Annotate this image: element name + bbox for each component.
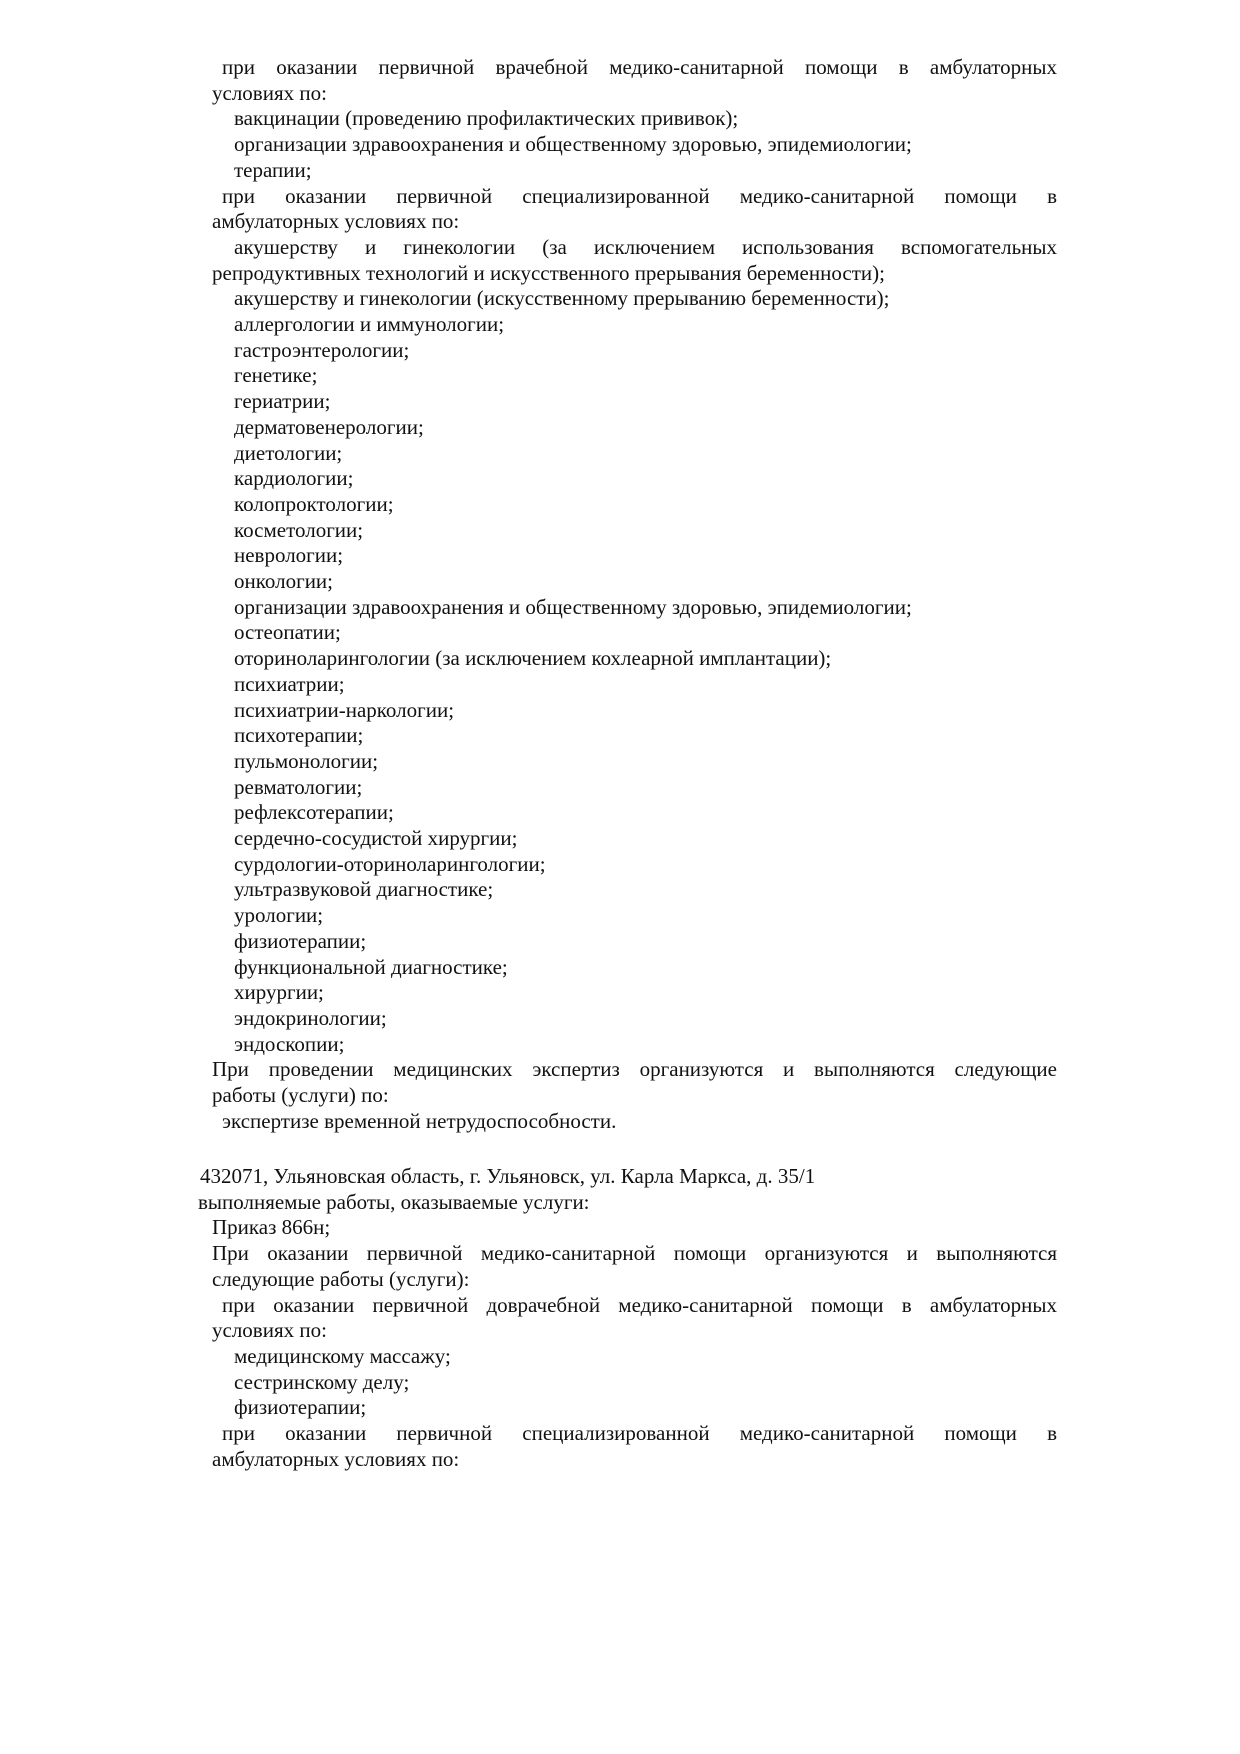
paragraph-line: при оказании первичной специализированной медико-санитарной помощи в — [222, 1421, 1057, 1445]
paragraph-continuation: Приказ 866н; — [212, 1215, 331, 1240]
list-item: акушерству и гинекологии (искусственному прерыванию беременности); — [234, 286, 890, 311]
list-item: вакцинации (проведению профилактических прививок); — [234, 106, 739, 131]
paragraph-line: при оказании первичной доврачебной медико-санитарной помощи в амбулаторных — [222, 1292, 1057, 1317]
list-item: функциональной диагностике; — [234, 954, 508, 979]
paragraph-continuation: условиях по: — [212, 80, 327, 105]
list-item: эндокринологии; — [234, 1005, 387, 1030]
paragraph-line: При оказании первичной медико-санитарной помощи организуются и выполняются — [212, 1241, 1057, 1266]
list-item: гериатрии; — [234, 389, 331, 414]
paragraph-line: при оказании первичной врачебной медико-санитарной помощи в амбулаторных — [222, 55, 1057, 79]
list-item: кардиологии; — [234, 466, 354, 491]
list-item: остеопатии; — [234, 620, 341, 645]
list-item: диетологии; — [234, 440, 343, 465]
list-item: ультразвуковой диагностике; — [234, 877, 494, 902]
list-item: акушерству и гинекологии (за исключением использования вспомогательных — [234, 234, 1057, 259]
list-item: хирургии; — [234, 980, 324, 1005]
list-item: рефлексотерапии; — [234, 800, 394, 825]
list-item: сестринскому делу; — [234, 1369, 410, 1394]
list-item: неврологии; — [234, 543, 344, 568]
list-item: онкологии; — [234, 569, 334, 593]
list-item: организации здравоохранения и общественному здоровью, эпидемиологии; — [234, 132, 912, 157]
list-item: сердечно-сосудистой хирургии; — [234, 826, 518, 850]
list-item: урологии; — [234, 903, 324, 928]
list-item: дерматовенерологии; — [234, 414, 424, 439]
list-item: сурдологии-оториноларингологии; — [234, 851, 546, 876]
list-item: медицинскому массажу; — [234, 1343, 451, 1368]
list-item: эндоскопии; — [234, 1031, 345, 1056]
list-item: организации здравоохранения и общественному здоровью, эпидемиологии; — [234, 594, 912, 619]
paragraph-continuation: репродуктивных технологий и искусственного прерывания беременности); — [212, 260, 885, 285]
list-item: психиатрии-наркологии; — [234, 697, 455, 722]
list-item: психотерапии; — [234, 723, 364, 748]
list-item: косметологии; — [234, 517, 364, 542]
list-item: психиатрии; — [234, 671, 345, 696]
list-item: оториноларингологии (за исключением кохлеарной имплантации); — [234, 646, 832, 671]
list-item: физиотерапии; — [234, 1395, 367, 1420]
list-item: пульмонологии; — [234, 748, 379, 773]
list-item: гастроэнтерологии; — [234, 337, 410, 362]
list-item: аллергологии и иммунологии; — [234, 312, 505, 336]
list-item: физиотерапии; — [234, 928, 367, 953]
paragraph-continuation: работы (услуги) по: — [212, 1083, 389, 1107]
paragraph-continuation: амбулаторных условиях по: — [212, 209, 460, 234]
paragraph-line: При проведении медицинских экспертиз организуются и выполняются следующие — [212, 1057, 1057, 1082]
paragraph-line: при оказании первичной специализированной медико-санитарной помощи в — [222, 183, 1057, 208]
list-item: терапии; — [234, 157, 312, 182]
section-heading: выполняемые работы, оказываемые услуги: — [198, 1189, 590, 1214]
list-item: ревматологии; — [234, 774, 363, 799]
address-line: 432071, Ульяновская область, г. Ульяновск, ул. Карла Маркса, д. 35/1 — [200, 1164, 816, 1188]
list-item: экспертизе временной нетрудоспособности. — [222, 1108, 617, 1133]
paragraph-continuation: следующие работы (услуги): — [212, 1266, 470, 1291]
list-item: генетике; — [234, 363, 318, 388]
list-item: колопроктологии; — [234, 491, 394, 516]
paragraph-continuation: амбулаторных условиях по: — [212, 1446, 460, 1471]
paragraph-continuation: условиях по: — [212, 1318, 327, 1343]
